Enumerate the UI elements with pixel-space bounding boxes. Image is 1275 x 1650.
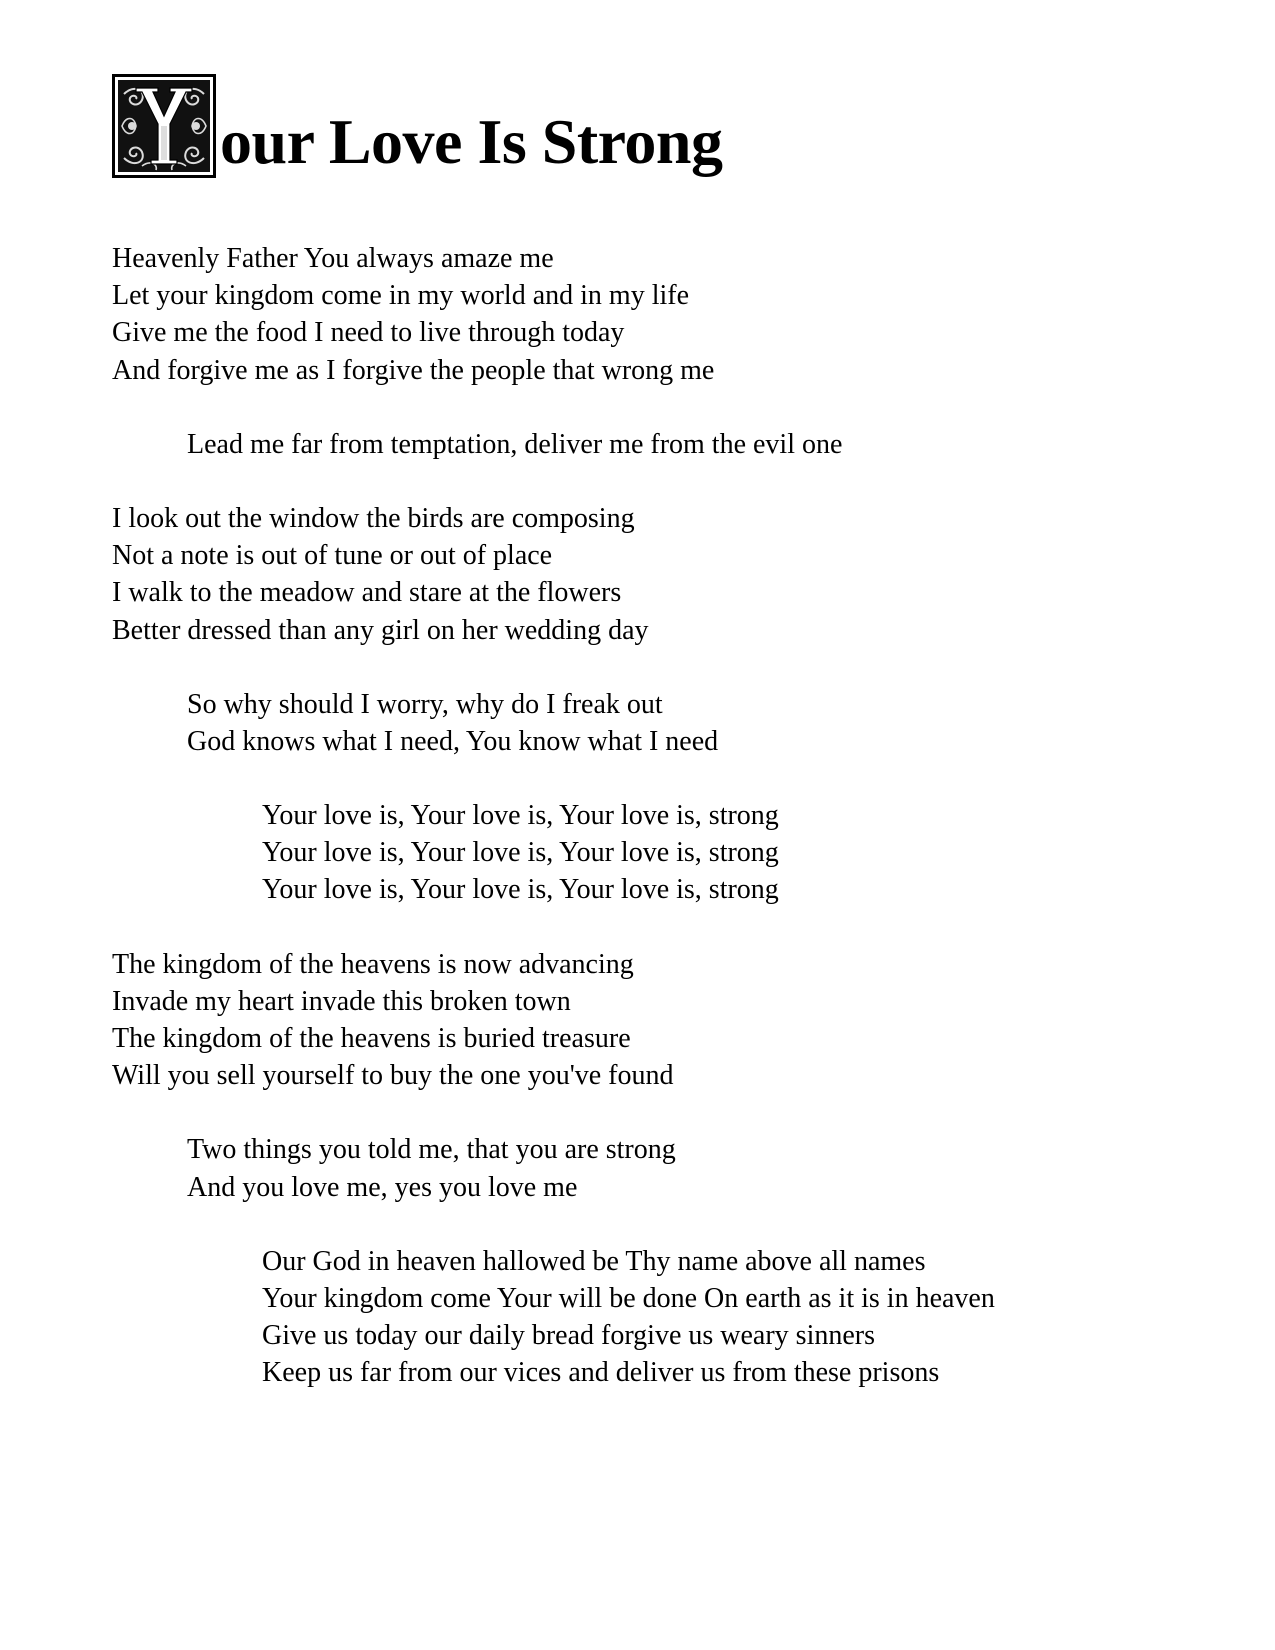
stanza — [112, 946, 1212, 1095]
lyric-line: The kingdom of the heavens is buried treasure — [112, 1023, 631, 1054]
lyrics-body — [112, 240, 1212, 1429]
stanza — [112, 500, 1212, 649]
lyric-line: Heavenly Father You always amaze me — [112, 243, 554, 274]
lyric-line: Give me the food I need to live through today — [112, 317, 625, 349]
stanza — [112, 686, 1212, 760]
lyric-line: The kingdom of the heavens is now advancing — [112, 948, 634, 980]
lyric-line: Your love is, Your love is, Your love is, strong — [262, 837, 779, 869]
ornament-y-icon — [112, 74, 216, 178]
title-text: our Love Is Strong — [220, 106, 723, 177]
lyric-line: Lead me far from temptation, deliver me from the evil one — [187, 428, 843, 460]
lyric-line: I walk to the meadow and stare at the flowers — [112, 577, 622, 609]
lyric-line: Two things you told me, that you are strong — [187, 1134, 676, 1166]
stanza — [112, 797, 1212, 909]
lyric-line: Your love is, Your love is, Your love is, strong — [262, 874, 779, 906]
stanza — [112, 1131, 1212, 1205]
lyric-line: Give us today our daily bread forgive us weary sinners — [262, 1320, 875, 1352]
lyric-line: So why should I worry, why do I freak out — [187, 688, 663, 720]
lyric-line: Not a note is out of tune or out of place — [112, 540, 553, 572]
lyric-line: Better dressed than any girl on her wedding day — [112, 614, 649, 646]
lyric-line: Keep us far from our vices and deliver us from these prisons — [262, 1357, 940, 1389]
stanza — [112, 426, 1212, 463]
ornamental-drop-cap — [112, 74, 216, 178]
lyric-line: Your love is, Your love is, Your love is, strong — [262, 800, 779, 832]
lyric-line: Let your kingdom come in my world and in my life — [112, 280, 690, 312]
page-title — [112, 74, 723, 186]
lyric-line: Will you sell yourself to buy the one you've found — [112, 1060, 674, 1092]
lyric-line: I look out the window the birds are composing — [112, 502, 635, 534]
lyric-line: And you love me, yes you love me — [187, 1171, 578, 1203]
lyric-line: Your kingdom come Your will be done On earth as it is in heaven — [262, 1282, 995, 1314]
lyric-line: Invade my heart invade this broken town — [112, 985, 571, 1017]
lyric-line: God knows what I need, You know what I need — [187, 725, 719, 757]
stanza — [112, 240, 1212, 389]
lyric-line: And forgive me as I forgive the people that wrong me — [112, 354, 715, 386]
lyric-line: Our God in heaven hallowed be Thy name above all names — [262, 1245, 926, 1277]
stanza — [112, 1243, 1212, 1392]
